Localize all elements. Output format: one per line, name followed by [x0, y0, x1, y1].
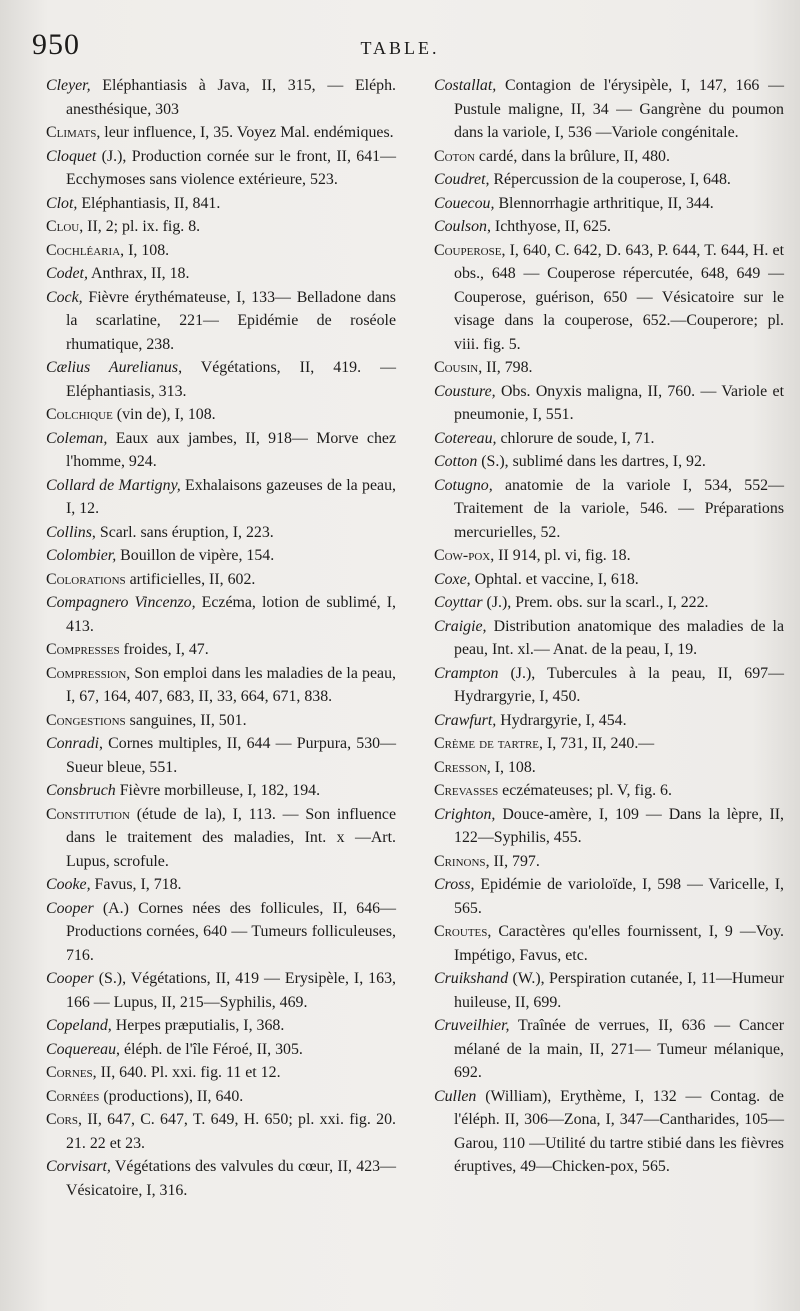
- index-entry-name: Cotugno,: [434, 476, 493, 494]
- index-entry-name: Cross,: [434, 876, 475, 893]
- index-entry-name: Cousin: [434, 359, 479, 376]
- index-entry: [46, 897, 396, 968]
- index-entry: [434, 1085, 784, 1179]
- index-entry: [46, 544, 396, 568]
- index-entry-text: , I, 731, II, 240.—: [539, 735, 655, 752]
- index-entry-name: Codet,: [46, 265, 88, 282]
- index-column-right: [434, 74, 784, 1274]
- index-entry-text: Obs. Onyxis maligna, II, 760. — Variole et pneumonie, I, 551.: [454, 382, 784, 423]
- index-entry: [434, 168, 784, 192]
- index-entry-text: , leur influence, I, 35. Voyez Mal. endémiques.: [96, 124, 394, 141]
- index-entry-text: Herpes præputialis, I, 368.: [111, 1017, 285, 1034]
- index-entry-name: Cock,: [46, 288, 83, 306]
- index-entry-text: , éléph. de l'île Féroé, II, 305.: [116, 1040, 303, 1058]
- index-entry-text: froides, I, 47.: [119, 641, 209, 658]
- index-entry-text: , II, 797.: [485, 852, 540, 870]
- index-entry-name: Collins: [46, 523, 92, 541]
- index-entry-text: , Caractères qu'elles fournissent, I, 9 —Voy. Impétigo, Favus, etc.: [454, 923, 784, 964]
- index-entry-text: Favus, I, 718.: [90, 876, 182, 893]
- index-entry-text: (étude de la), I, 113. — Son influence dans le traitement des maladies, Int. x —Art. Lupus, scrofule.: [66, 805, 396, 870]
- index-entry: [46, 286, 396, 357]
- index-entry-name: Colorations: [46, 570, 126, 588]
- index-columns: [44, 74, 784, 1274]
- index-entry-text: Bouillon de vipère, 154.: [116, 547, 275, 564]
- index-entry-text: , II, 2; pl. ix. fig. 8.: [79, 218, 201, 235]
- index-entry-text: , Cornes multiples, II, 644 — Purpura, 530— Sueur bleue, 551.: [66, 735, 396, 776]
- index-entry: [46, 262, 396, 286]
- index-entry-name: Coquereau: [46, 1040, 117, 1058]
- index-entry-name: Conradi: [46, 735, 99, 752]
- index-entry-name: Cotereau,: [434, 429, 497, 447]
- index-entry: [46, 568, 396, 592]
- index-entry-name: Couecou,: [434, 194, 495, 212]
- index-entry-name: Crampton: [434, 664, 499, 682]
- index-entry: [46, 427, 396, 474]
- index-entry-text: (J.), Tubercules à la peau, II, 697—Hydrargyrie, I, 450.: [454, 664, 784, 705]
- index-entry: [46, 145, 396, 192]
- index-entry-name: Cotton: [434, 453, 478, 470]
- index-entry-name: Collard de Martigny,: [46, 476, 181, 494]
- index-entry-text: Exhalaisons gazeuses de la peau, I, 12.: [66, 476, 397, 517]
- index-entry: [434, 239, 784, 357]
- index-entry-name: Constitution: [46, 805, 130, 823]
- index-entry-name: Cooper: [46, 899, 94, 917]
- index-entry-text: (A.) Cornes nées des follicules, II, 646— Productions cornées, 640 — Tumeurs folliculeuses, 716.: [66, 899, 396, 964]
- index-entry-name: Cousture,: [434, 382, 496, 400]
- index-entry: [434, 920, 784, 967]
- index-entry: [434, 145, 784, 169]
- index-entry-name: Coulson: [434, 218, 487, 235]
- index-entry-name: Crevasses: [434, 782, 499, 799]
- index-entry: [434, 967, 784, 1014]
- index-entry-name: Compresses: [46, 641, 120, 658]
- index-entry-text: eczémateuses; pl. V, fig. 6.: [498, 782, 672, 799]
- index-entry-name: Colchique: [46, 406, 113, 423]
- index-entry-text: , Son emploi dans les maladies de la peau, I, 67, 164, 407, 683, II, 33, 664, 671, 838.: [66, 664, 396, 705]
- index-entry: [46, 74, 396, 121]
- index-entry-text: Epidémie de varioloïde, I, 598 — Varicelle, I, 565.: [454, 876, 784, 917]
- index-entry-name: Consbruch: [46, 782, 116, 799]
- index-entry-text: Eczéma, lotion de sublimé, I, 413.: [66, 594, 396, 635]
- index-entry-name: Corvisart,: [46, 1158, 111, 1175]
- index-entry-text: , I, 108.: [486, 758, 536, 776]
- index-entry-text: cardé, dans la brûlure, II, 480.: [474, 147, 670, 165]
- index-entry-text: , Scarl. sans éruption, I, 223.: [91, 523, 274, 541]
- index-entry-name: Coton: [434, 147, 475, 165]
- index-entry: [434, 450, 784, 474]
- index-entry-name: Costallat,: [434, 77, 497, 94]
- index-entry-text: , I, 108.: [120, 241, 170, 259]
- index-entry: [46, 403, 396, 427]
- index-entry-name: Cruikshand: [434, 970, 509, 987]
- index-entry: [46, 239, 396, 263]
- index-entry-text: , I, 640, C. 642, D. 643, P. 644, T. 644, H. et obs., 648 — Couperose répercutée, 648, 649 — Couperose, guérison, 650 — Vésicatoire sur le visage dans la couperose, 652.—Couperore; pl. viii. fig. 5.: [454, 241, 784, 353]
- index-entry: [434, 803, 784, 850]
- running-title: TABLE.: [360, 38, 440, 58]
- index-entry-name: Couperose: [434, 241, 502, 259]
- index-entry: [434, 427, 784, 451]
- index-entry-text: Contagion de l'érysipèle, I, 147, 166 — Pustule maligne, II, 34 — Gangrène du poumon dans la variole, I, 536 —Variole congénitale.: [454, 77, 784, 141]
- index-entry: [434, 474, 784, 545]
- index-entry: [434, 380, 784, 427]
- index-entry-name: Clou: [46, 218, 80, 235]
- index-column-left: [46, 74, 396, 1274]
- index-entry: [434, 662, 784, 709]
- index-entry-text: artificielles, II, 602.: [125, 570, 256, 588]
- index-entry-text: Eléphantiasis, II, 841.: [77, 194, 221, 212]
- index-entry: [434, 591, 784, 615]
- index-entry: [434, 850, 784, 874]
- index-entry-text: anatomie de la variole I, 534, 552—Traitement de la variole, 546. — Préparations mercurielles, 52.: [454, 476, 784, 541]
- index-entry-name: Cornes: [46, 1064, 93, 1081]
- index-entry: [434, 709, 784, 733]
- index-entry: [46, 967, 396, 1014]
- index-entry-text: (J.), Prem. obs. sur la scarl., I, 222.: [482, 594, 709, 611]
- index-entry-text: Eléphantiasis à Java, II, 315, — Eléph. anesthésique, 303: [66, 77, 396, 118]
- index-entry: [46, 121, 396, 145]
- index-entry-name: Climats: [46, 124, 97, 141]
- index-entry: [46, 192, 396, 216]
- index-entry-text: (J.), Production cornée sur le front, II, 641— Ecchymoses sans violence extérieure, 523.: [66, 147, 396, 188]
- index-entry: [46, 521, 396, 545]
- index-entry: [434, 756, 784, 780]
- index-entry-name: Clot,: [46, 194, 78, 212]
- index-entry-name: Crighton,: [434, 805, 496, 823]
- index-entry-text: Hydrargyrie, I, 454.: [496, 711, 627, 729]
- index-entry-name: Colombier,: [46, 547, 117, 564]
- index-entry-text: (William), Erythème, I, 132 — Contag. de l'éléph. II, 306—Zona, I, 347—Cantharides, 105—Garou, 110 —Utilité du tartre stibié dans les fièvres éruptives, 49—Chicken-pox, 565.: [454, 1087, 784, 1175]
- index-entry-text: Fièvre érythémateuse, I, 133— Belladone dans la scarlatine, 221— Epidémie de roséole rhumatique, 238.: [66, 288, 396, 353]
- index-entry-name: Cors: [46, 1111, 78, 1128]
- index-entry-name: Coyttar: [434, 594, 483, 611]
- index-entry: [46, 591, 396, 638]
- index-entry-text: , II, 647, C. 647, T. 649, H. 650; pl. xxi. fig. 20. 21. 22 et 23.: [66, 1111, 396, 1152]
- index-entry: [46, 1038, 396, 1062]
- index-entry: [434, 1014, 784, 1085]
- index-entry: [46, 356, 396, 403]
- index-entry-name: Coxe: [434, 570, 467, 588]
- index-entry-name: Cresson: [434, 758, 487, 776]
- index-entry-text: (S.), sublimé dans les dartres, I, 92.: [477, 453, 706, 470]
- index-entry-name: Cruveilhier,: [434, 1017, 510, 1034]
- index-entry: [46, 873, 396, 897]
- index-entry-text: Anthrax, II, 18.: [87, 265, 190, 282]
- index-entry-text: Traînée de verrues, II, 636 — Cancer mélané de la main, II, 271— Tumeur mélanique, 692.: [454, 1017, 784, 1081]
- page-header: [28, 28, 772, 68]
- index-entry: [434, 544, 784, 568]
- index-entry-name: Crème de tartre: [434, 735, 539, 752]
- index-entry: [434, 615, 784, 662]
- index-entry: [434, 873, 784, 920]
- index-entry: [434, 779, 784, 803]
- index-entry-text: (S.), Végétations, II, 419 — Erysipèle, I, 163, 166 — Lupus, II, 215—Syphilis, 469.: [66, 970, 396, 1011]
- index-entry-text: Eaux aux jambes, II, 918— Morve chez l'homme, 924.: [66, 429, 396, 470]
- index-entry: [46, 1085, 396, 1109]
- page-number: 950: [32, 28, 80, 61]
- index-entry-name: Coudret,: [434, 171, 490, 188]
- index-entry-name: Compression: [46, 664, 127, 682]
- index-entry-name: Craigie,: [434, 617, 487, 635]
- index-entry: [46, 638, 396, 662]
- index-entry: [46, 1061, 396, 1085]
- index-entry-name: Compagnero Vincenzo,: [46, 594, 196, 611]
- index-entry-text: (W.), Perspiration cutanée, I, 11—Humeur huileuse, II, 699.: [454, 970, 784, 1011]
- index-entry: [46, 1108, 396, 1155]
- index-entry: [46, 662, 396, 709]
- index-entry-text: chlorure de soude, I, 71.: [496, 429, 655, 447]
- index-entry: [46, 732, 396, 779]
- index-entry-name: Congestions: [46, 711, 126, 729]
- index-entry-text: Végétations des valvules du cœur, II, 423— Vésicatoire, I, 316.: [66, 1158, 396, 1199]
- index-entry-name: Cooper: [46, 970, 94, 987]
- index-entry: [434, 192, 784, 216]
- index-entry: [46, 803, 396, 874]
- index-entry-name: Cloquet: [46, 147, 97, 165]
- index-entry-name: Copeland,: [46, 1017, 112, 1034]
- index-entry-text: Blennorrhagie arthritique, II, 344.: [494, 194, 714, 212]
- index-entry-name: Cooke,: [46, 876, 91, 893]
- index-entry-text: , II 914, pl. vi, fig. 18.: [490, 547, 631, 564]
- index-entry-text: Distribution anatomique des maladies de la peau, Int. xl.— Anat. de la peau, I, 19.: [454, 617, 784, 658]
- index-entry-name: Cleyer,: [46, 77, 91, 94]
- index-entry: [434, 732, 784, 756]
- index-entry-name: Coleman,: [46, 429, 108, 447]
- index-entry-name: Crinons: [434, 852, 486, 870]
- index-entry: [46, 215, 396, 239]
- index-entry-name: Cullen: [434, 1087, 477, 1105]
- index-entry-text: (productions), II, 640.: [99, 1087, 244, 1105]
- index-entry: [434, 74, 784, 145]
- index-entry-text: Douce-amère, I, 109 — Dans la lèpre, II, 122—Syphilis, 455.: [454, 805, 784, 846]
- index-entry: [434, 215, 784, 239]
- index-entry-text: sanguines, II, 501.: [125, 711, 247, 729]
- index-entry-text: , Végétations, II, 419. — Eléphantiasis, 313.: [66, 359, 396, 400]
- index-entry: [46, 709, 396, 733]
- index-entry-name: Cælius Aurelianus: [46, 359, 179, 376]
- index-entry: [46, 474, 396, 521]
- index-entry: [46, 779, 396, 803]
- index-entry: [434, 356, 784, 380]
- index-entry-name: Cow-pox: [434, 547, 491, 564]
- index-entry-text: , II, 798.: [478, 359, 533, 376]
- index-entry-text: Fièvre morbilleuse, I, 182, 194.: [115, 782, 321, 799]
- index-entry-name: Cornées: [46, 1087, 100, 1105]
- index-entry-name: Crawfurt,: [434, 711, 497, 729]
- index-entry-text: , II, 640. Pl. xxi. fig. 11 et 12.: [92, 1064, 281, 1081]
- index-entry-text: (vin de), I, 108.: [112, 406, 216, 423]
- index-entry-text: Répercussion de la couperose, I, 648.: [489, 171, 731, 188]
- index-entry-name: Croutes: [434, 923, 488, 940]
- index-entry: [434, 568, 784, 592]
- index-entry-text: , Ichthyose, II, 625.: [486, 218, 611, 235]
- index-entry: [46, 1014, 396, 1038]
- index-entry-text: , Ophtal. et vaccine, I, 618.: [466, 570, 639, 588]
- index-entry: [46, 1155, 396, 1202]
- index-entry-name: Cochléaria: [46, 241, 121, 259]
